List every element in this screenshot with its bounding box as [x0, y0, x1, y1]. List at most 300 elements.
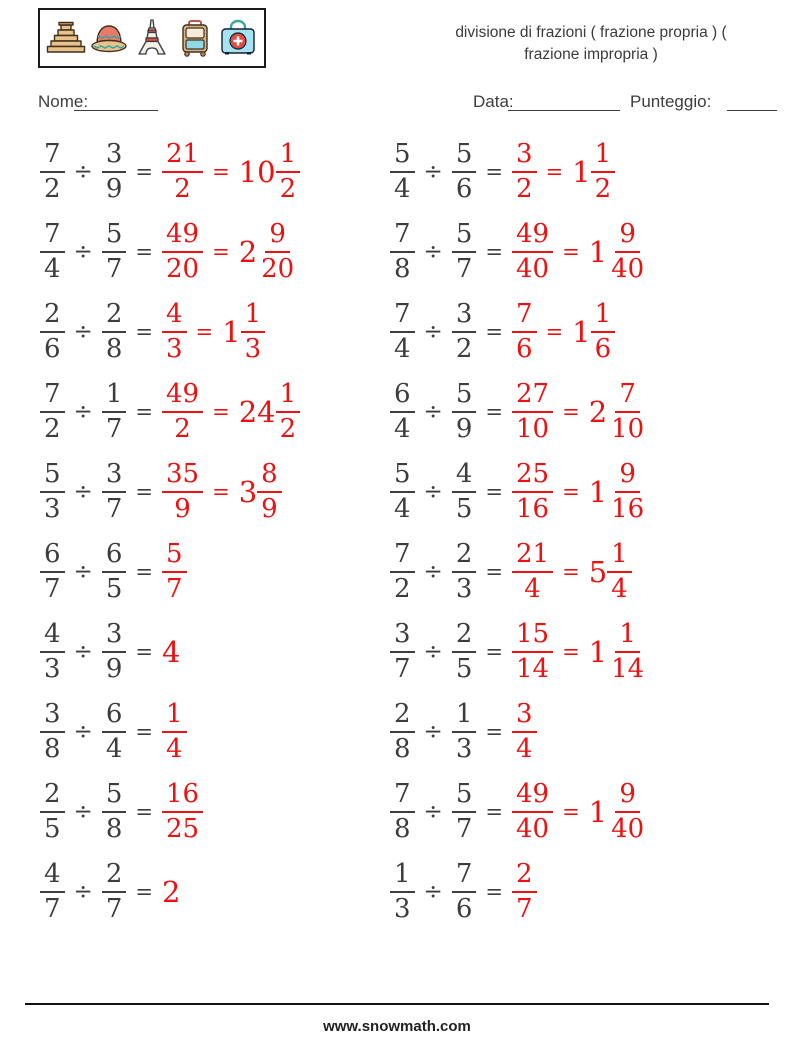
equals-sign: =: [135, 640, 153, 664]
divisor-denominator: 6: [455, 894, 473, 924]
mixed-numerator: 9: [265, 221, 290, 253]
divisor-numerator: 6: [102, 541, 127, 573]
mixed-denominator: 2: [279, 174, 297, 204]
division-sign: ÷: [73, 159, 93, 185]
answer-denominator: 10: [515, 414, 550, 444]
equals-sign: =: [562, 640, 580, 664]
answer-fraction: [162, 461, 203, 522]
mixed-denominator: 16: [611, 494, 645, 524]
equals-sign: =: [485, 240, 503, 264]
divisor-numerator: 2: [102, 861, 127, 893]
mixed-number-answer: [537, 141, 616, 202]
answer-denominator: 7: [515, 894, 533, 924]
mixed-whole-number: 5: [588, 555, 608, 589]
mixed-number-answer: [553, 381, 648, 442]
fraction-division-problem: [350, 212, 794, 292]
divisor-numerator: 5: [452, 221, 477, 253]
equals-sign: =: [135, 480, 153, 504]
equals-sign: =: [212, 480, 230, 504]
answer-numerator: 2: [512, 861, 537, 893]
worksheet-title-line2: frazione impropria ): [524, 45, 658, 63]
divisor-fraction: [102, 781, 127, 842]
division-sign: ÷: [73, 879, 93, 905]
answer-fraction: [512, 701, 537, 762]
divisor-fraction: [102, 381, 127, 442]
dividend-numerator: 6: [40, 541, 65, 573]
mixed-number-answer: [187, 301, 266, 362]
answer-denominator: 25: [165, 814, 200, 844]
divisor-numerator: 6: [102, 701, 127, 733]
dividend-numerator: 2: [40, 301, 65, 333]
mixed-fraction: [591, 141, 616, 202]
division-sign: ÷: [423, 719, 443, 745]
divisor-fraction: [102, 221, 127, 282]
answer-whole-number: 2: [161, 875, 181, 909]
equals-sign: =: [562, 800, 580, 824]
dividend-fraction: [40, 381, 65, 442]
divisor-denominator: 4: [105, 734, 123, 764]
mixed-whole-number: 1: [572, 155, 591, 189]
answer-numerator: 1: [162, 701, 187, 733]
answer-fraction: [162, 141, 203, 202]
dividend-fraction: [40, 781, 65, 842]
dividend-numerator: 4: [40, 861, 65, 893]
divisor-denominator: 6: [455, 174, 473, 204]
mixed-fraction: [276, 141, 301, 202]
dividend-numerator: 7: [40, 221, 65, 253]
divisor-denominator: 7: [455, 254, 473, 284]
mixed-denominator: 10: [611, 414, 645, 444]
answer-numerator: 49: [162, 221, 203, 253]
divisor-fraction: [102, 621, 127, 682]
dividend-numerator: 3: [390, 621, 415, 653]
division-sign: ÷: [73, 639, 93, 665]
dividend-fraction: [40, 621, 65, 682]
mixed-whole-number: 1: [572, 315, 591, 349]
mixed-fraction: [607, 781, 648, 842]
problems-grid: [0, 132, 794, 932]
division-sign: ÷: [73, 799, 93, 825]
equals-sign: =: [485, 400, 503, 424]
mixed-denominator: 40: [611, 814, 645, 844]
divisor-fraction: [102, 461, 127, 522]
mixed-numerator: 9: [615, 461, 640, 493]
dividend-denominator: 8: [44, 734, 61, 764]
dividend-fraction: [390, 861, 415, 922]
divisor-numerator: 5: [102, 221, 127, 253]
dividend-denominator: 2: [44, 414, 61, 444]
mixed-denominator: 2: [279, 414, 297, 444]
mixed-fraction: [276, 381, 301, 442]
divisor-fraction: [102, 301, 127, 362]
answer-numerator: 25: [512, 461, 553, 493]
dividend-fraction: [40, 861, 65, 922]
division-sign: ÷: [73, 239, 93, 265]
answer-fraction: [512, 541, 553, 602]
divisor-denominator: 7: [455, 814, 473, 844]
fraction-division-problem: [350, 132, 794, 212]
divisor-denominator: 9: [105, 654, 123, 684]
division-sign: ÷: [73, 319, 93, 345]
divisor-denominator: 7: [105, 414, 123, 444]
dividend-numerator: 7: [390, 781, 415, 813]
divisor-fraction: [452, 781, 477, 842]
divisor-denominator: 7: [105, 494, 123, 524]
divisor-denominator: 7: [105, 894, 123, 924]
dividend-denominator: 7: [394, 654, 411, 684]
divisor-numerator: 7: [452, 861, 477, 893]
mixed-numerator: 1: [607, 541, 632, 573]
division-sign: ÷: [423, 239, 443, 265]
divisor-numerator: 5: [452, 781, 477, 813]
divisor-denominator: 8: [105, 814, 123, 844]
answer-denominator: 40: [515, 254, 550, 284]
dividend-fraction: [40, 701, 65, 762]
dividend-denominator: 3: [394, 894, 411, 924]
mixed-fraction: [607, 541, 632, 602]
dividend-fraction: [390, 701, 415, 762]
mixed-number-answer: [203, 221, 298, 282]
dividend-denominator: 5: [44, 814, 61, 844]
answer-denominator: 4: [165, 734, 183, 764]
equals-sign: =: [485, 720, 503, 744]
fraction-division-problem: [0, 292, 350, 372]
fraction-division-problem: [0, 532, 350, 612]
name-label: Nome:: [38, 92, 89, 111]
answer-numerator: 3: [512, 701, 537, 733]
dividend-numerator: 2: [40, 781, 65, 813]
answer-denominator: 40: [515, 814, 550, 844]
sombrero-icon: [89, 18, 129, 58]
answer-fraction: [512, 381, 553, 442]
dividend-fraction: [390, 781, 415, 842]
mixed-numerator: 1: [591, 141, 616, 173]
fraction-division-problem: [0, 852, 350, 932]
mixed-whole-number: 2: [588, 395, 608, 429]
answer-denominator: 3: [165, 334, 183, 364]
dividend-fraction: [390, 621, 415, 682]
score-blank-line: [727, 92, 777, 111]
divisor-denominator: 9: [105, 174, 123, 204]
fraction-division-problem: [0, 452, 350, 532]
date-label: Data:: [473, 92, 514, 111]
equals-sign: =: [135, 560, 153, 584]
mixed-number-answer: [203, 461, 282, 522]
answer-fraction: [162, 781, 203, 842]
answer-numerator: 35: [162, 461, 203, 493]
answer-denominator: 9: [174, 494, 191, 524]
answer-numerator: 49: [512, 781, 553, 813]
equals-sign: =: [212, 400, 230, 424]
answer-denominator: 20: [165, 254, 200, 284]
division-sign: ÷: [423, 559, 443, 585]
divisor-numerator: 4: [452, 461, 477, 493]
dividend-numerator: 7: [40, 141, 65, 173]
mixed-whole-number: 1: [588, 795, 608, 829]
fraction-division-problem: [350, 292, 794, 372]
division-sign: ÷: [423, 479, 443, 505]
divisor-denominator: 3: [455, 574, 473, 604]
fraction-division-problem: [350, 532, 794, 612]
answer-fraction: [162, 301, 187, 362]
divisor-fraction: [102, 861, 127, 922]
answer-denominator: 16: [515, 494, 550, 524]
divisor-numerator: 1: [452, 701, 477, 733]
divisor-denominator: 2: [455, 334, 473, 364]
luggage-icon: [175, 18, 215, 58]
answer-denominator: 14: [515, 654, 550, 684]
fraction-division-problem: [0, 132, 350, 212]
divisor-numerator: 3: [102, 621, 127, 653]
footer-divider: [25, 1003, 769, 1005]
mixed-number-answer: [553, 781, 648, 842]
dividend-numerator: 7: [390, 221, 415, 253]
dividend-numerator: 1: [390, 861, 415, 893]
equals-sign: =: [195, 320, 214, 344]
dividend-denominator: 3: [44, 654, 61, 684]
mixed-denominator: 4: [611, 574, 628, 604]
pyramid-icon: [46, 18, 86, 58]
mixed-number-answer: [537, 301, 616, 362]
answer-fraction: [162, 381, 203, 442]
fraction-division-problem: [350, 852, 794, 932]
dividend-fraction: [40, 221, 65, 282]
answer-numerator: 4: [162, 301, 187, 333]
worksheet-title-line1: divisione di frazioni ( frazione propria ) (: [455, 24, 727, 41]
dividend-numerator: 5: [390, 141, 415, 173]
divisor-denominator: 7: [105, 254, 123, 284]
equals-sign: =: [545, 320, 564, 344]
dividend-fraction: [390, 461, 415, 522]
mixed-whole-number: 10: [238, 155, 276, 189]
mixed-numerator: 1: [615, 621, 640, 653]
dividend-fraction: [390, 381, 415, 442]
division-sign: ÷: [73, 399, 93, 425]
divisor-fraction: [452, 541, 477, 602]
divisor-fraction: [452, 701, 477, 762]
dividend-denominator: 2: [44, 174, 61, 204]
mixed-numerator: 9: [615, 221, 640, 253]
mixed-fraction: [257, 221, 298, 282]
division-sign: ÷: [423, 399, 443, 425]
divisor-numerator: 2: [452, 541, 477, 573]
mixed-whole-number: 1: [222, 315, 241, 349]
mixed-number-answer: [203, 381, 300, 442]
divisor-fraction: [452, 861, 477, 922]
divisor-numerator: 5: [452, 381, 477, 413]
answer-fraction: [512, 621, 553, 682]
answer-fraction: [512, 861, 537, 922]
divisor-numerator: 3: [102, 141, 127, 173]
division-sign: ÷: [423, 319, 443, 345]
fraction-division-problem: [350, 372, 794, 452]
mixed-numerator: 9: [615, 781, 640, 813]
mixed-numerator: 1: [276, 141, 301, 173]
dividend-denominator: 3: [44, 494, 61, 524]
dividend-denominator: 8: [394, 734, 411, 764]
mixed-fraction: [607, 381, 648, 442]
mixed-fraction: [607, 221, 648, 282]
equals-sign: =: [135, 800, 153, 824]
equals-sign: =: [485, 880, 503, 904]
answer-denominator: 7: [165, 574, 183, 604]
divisor-numerator: 5: [452, 141, 477, 173]
dividend-fraction: [40, 461, 65, 522]
dividend-denominator: 8: [394, 814, 411, 844]
equals-sign: =: [562, 480, 580, 504]
answer-numerator: 5: [162, 541, 187, 573]
divisor-numerator: 2: [452, 621, 477, 653]
answer-numerator: 15: [512, 621, 553, 653]
mixed-denominator: 14: [611, 654, 645, 684]
divisor-fraction: [452, 621, 477, 682]
mixed-numerator: 7: [615, 381, 640, 413]
mixed-denominator: 20: [261, 254, 295, 284]
answer-fraction: [512, 461, 553, 522]
answer-numerator: 49: [512, 221, 553, 253]
mixed-fraction: [607, 621, 648, 682]
mixed-whole-number: 1: [588, 235, 608, 269]
answer-numerator: 27: [512, 381, 553, 413]
divisor-numerator: 1: [102, 381, 127, 413]
mixed-fraction: [241, 301, 266, 362]
division-sign: ÷: [73, 559, 93, 585]
divisor-denominator: 5: [455, 494, 473, 524]
mixed-number-answer: [203, 141, 300, 202]
answer-denominator: 6: [515, 334, 533, 364]
dividend-denominator: 4: [44, 254, 61, 284]
fraction-division-problem: [350, 612, 794, 692]
info-fields: [0, 92, 794, 116]
mixed-number-answer: [553, 541, 632, 602]
dividend-numerator: 3: [40, 701, 65, 733]
dividend-numerator: 7: [390, 541, 415, 573]
dividend-denominator: 2: [394, 574, 411, 604]
dividend-numerator: 7: [390, 301, 415, 333]
equals-sign: =: [485, 560, 503, 584]
divisor-numerator: 2: [102, 301, 127, 333]
division-sign: ÷: [73, 719, 93, 745]
equals-sign: =: [135, 240, 153, 264]
divisor-denominator: 5: [105, 574, 123, 604]
equals-sign: =: [485, 640, 503, 664]
mixed-whole-number: 2: [238, 235, 258, 269]
dividend-fraction: [390, 141, 415, 202]
division-sign: ÷: [423, 879, 443, 905]
division-sign: ÷: [423, 159, 443, 185]
score-label: Punteggio:: [630, 92, 712, 111]
mixed-numerator: 1: [241, 301, 266, 333]
fraction-division-problem: [0, 612, 350, 692]
equals-sign: =: [135, 880, 153, 904]
divisor-fraction: [452, 381, 477, 442]
mixed-fraction: [257, 461, 282, 522]
dividend-fraction: [40, 141, 65, 202]
dividend-denominator: 7: [44, 894, 61, 924]
mixed-denominator: 40: [611, 254, 645, 284]
mixed-whole-number: 1: [588, 635, 608, 669]
answer-fraction: [162, 701, 187, 762]
mixed-denominator: 6: [594, 334, 612, 364]
fraction-division-problem: [350, 772, 794, 852]
answer-fraction: [512, 781, 553, 842]
name-blank-line: [74, 92, 158, 111]
equals-sign: =: [485, 480, 503, 504]
divisor-denominator: 9: [455, 414, 473, 444]
mixed-numerator: 1: [276, 381, 301, 413]
divisor-fraction: [102, 541, 127, 602]
mixed-whole-number: 1: [588, 475, 608, 509]
answer-fraction: [512, 301, 537, 362]
equals-sign: =: [545, 160, 564, 184]
division-sign: ÷: [423, 639, 443, 665]
answer-fraction: [162, 221, 203, 282]
dividend-denominator: 8: [394, 254, 411, 284]
divisor-fraction: [102, 701, 127, 762]
equals-sign: =: [212, 160, 230, 184]
division-sign: ÷: [423, 799, 443, 825]
equals-sign: =: [485, 320, 503, 344]
equals-sign: =: [562, 400, 580, 424]
dividend-numerator: 6: [390, 381, 415, 413]
divisor-numerator: 5: [102, 781, 127, 813]
mixed-fraction: [591, 301, 616, 362]
answer-numerator: 21: [512, 541, 553, 573]
divisor-denominator: 3: [455, 734, 473, 764]
dividend-fraction: [390, 221, 415, 282]
divisor-fraction: [102, 141, 127, 202]
date-blank-line: [508, 92, 620, 111]
dividend-fraction: [390, 301, 415, 362]
mixed-number-answer: [553, 221, 648, 282]
answer-numerator: 21: [162, 141, 203, 173]
mixed-numerator: 8: [257, 461, 282, 493]
fraction-division-problem: [0, 692, 350, 772]
dividend-denominator: 4: [394, 174, 411, 204]
answer-denominator: 4: [524, 574, 541, 604]
worksheet-title: [400, 22, 782, 65]
divisor-denominator: 5: [455, 654, 473, 684]
equals-sign: =: [135, 720, 153, 744]
dividend-numerator: 4: [40, 621, 65, 653]
mixed-denominator: 3: [244, 334, 262, 364]
mixed-whole-number: 24: [238, 395, 276, 429]
fraction-division-problem: [0, 372, 350, 452]
divisor-denominator: 8: [105, 334, 123, 364]
dividend-numerator: 2: [390, 701, 415, 733]
dividend-numerator: 7: [40, 381, 65, 413]
equals-sign: =: [212, 240, 230, 264]
mixed-number-answer: [553, 461, 648, 522]
dividend-fraction: [40, 541, 65, 602]
equals-sign: =: [135, 160, 153, 184]
answer-numerator: 16: [162, 781, 203, 813]
dividend-denominator: 7: [44, 574, 61, 604]
divisor-fraction: [452, 461, 477, 522]
answer-denominator: 2: [515, 174, 533, 204]
equals-sign: =: [135, 320, 153, 344]
dividend-denominator: 4: [394, 494, 411, 524]
divisor-fraction: [452, 221, 477, 282]
equals-sign: =: [562, 560, 580, 584]
fraction-division-problem: [0, 212, 350, 292]
answer-numerator: 7: [512, 301, 537, 333]
answer-numerator: 3: [512, 141, 537, 173]
answer-whole-number: 4: [161, 635, 181, 669]
fraction-division-problem: [0, 772, 350, 852]
dividend-fraction: [40, 301, 65, 362]
answer-numerator: 49: [162, 381, 203, 413]
